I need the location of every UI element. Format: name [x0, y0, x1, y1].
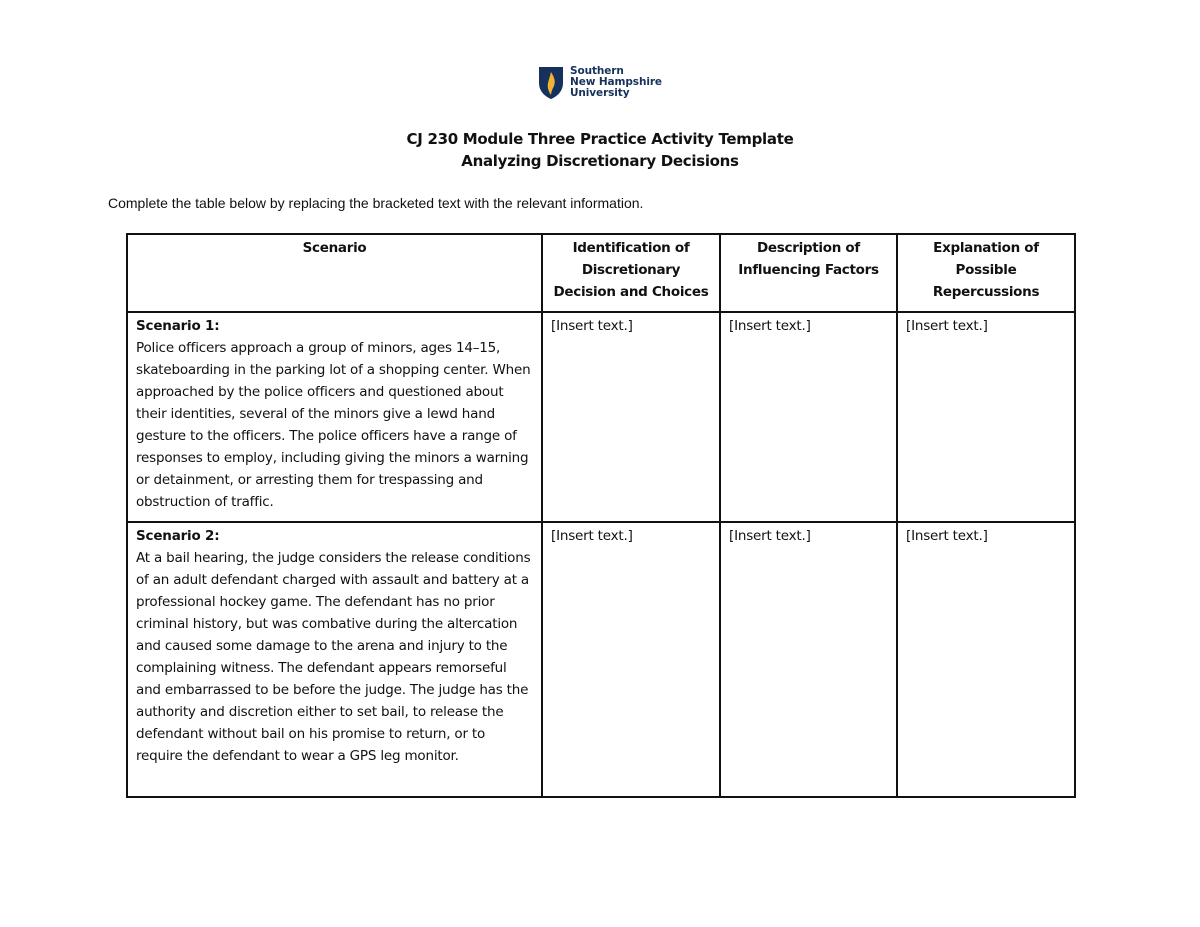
table-row	[127, 522, 1075, 797]
scenario-table	[126, 233, 1076, 798]
scenario-description: At a bail hearing, the judge considers the release conditions of an adult defendant charged with assault and battery at a professional hockey game. The defendant has no prior criminal history, but was combative during the altercation and caused some damage to the arena and injury to the complaining witness. The defendant appears remorseful and embarrassed to be before the judge. The judge has the authority and discretion either to set bail, to release the defendant without bail on his promise to return, or to require the defendant to wear a GPS leg monitor.	[136, 550, 531, 764]
title-line-2: Analyzing Discretionary Decisions	[461, 152, 739, 170]
scenario-label: Scenario 1:	[136, 318, 220, 334]
scenario-cell	[127, 312, 542, 522]
repercussions-cell[interactable]: [Insert text.]	[897, 522, 1075, 797]
identification-cell[interactable]: [Insert text.]	[542, 522, 720, 797]
page-title	[0, 128, 1200, 172]
header-description: Description of Influencing Factors	[720, 234, 897, 312]
header-identification: Identification of Discretionary Decision and Choices	[542, 234, 720, 312]
repercussions-cell[interactable]: [Insert text.]	[897, 312, 1075, 522]
scenario-cell	[127, 522, 542, 797]
table-row	[127, 312, 1075, 522]
title-line-1: CJ 230 Module Three Practice Activity Template	[406, 130, 794, 148]
instructions-text: Complete the table below by replacing the bracketed text with the relevant information.	[108, 195, 644, 211]
table-header-row	[127, 234, 1075, 312]
logo-wordmark: Southern New Hampshire University	[570, 65, 662, 99]
scenario-description: Police officers approach a group of minors, ages 14–15, skateboarding in the parking lot of a shopping center. When approached by the police officers and questioned about their identities, several of the minors give a lewd hand gesture to the officers. The police officers have a range of responses to employ, including giving the minors a warning or detainment, or arresting them for trespassing and obstruction of traffic.	[136, 340, 531, 510]
identification-cell[interactable]: [Insert text.]	[542, 312, 720, 522]
header-scenario: Scenario	[127, 234, 542, 312]
flame-shield-icon	[538, 66, 564, 100]
scenario-label: Scenario 2:	[136, 528, 220, 544]
header-explanation: Explanation of Possible Repercussions	[897, 234, 1075, 312]
snhu-logo	[538, 66, 668, 102]
factors-cell[interactable]: [Insert text.]	[720, 312, 897, 522]
factors-cell[interactable]: [Insert text.]	[720, 522, 897, 797]
